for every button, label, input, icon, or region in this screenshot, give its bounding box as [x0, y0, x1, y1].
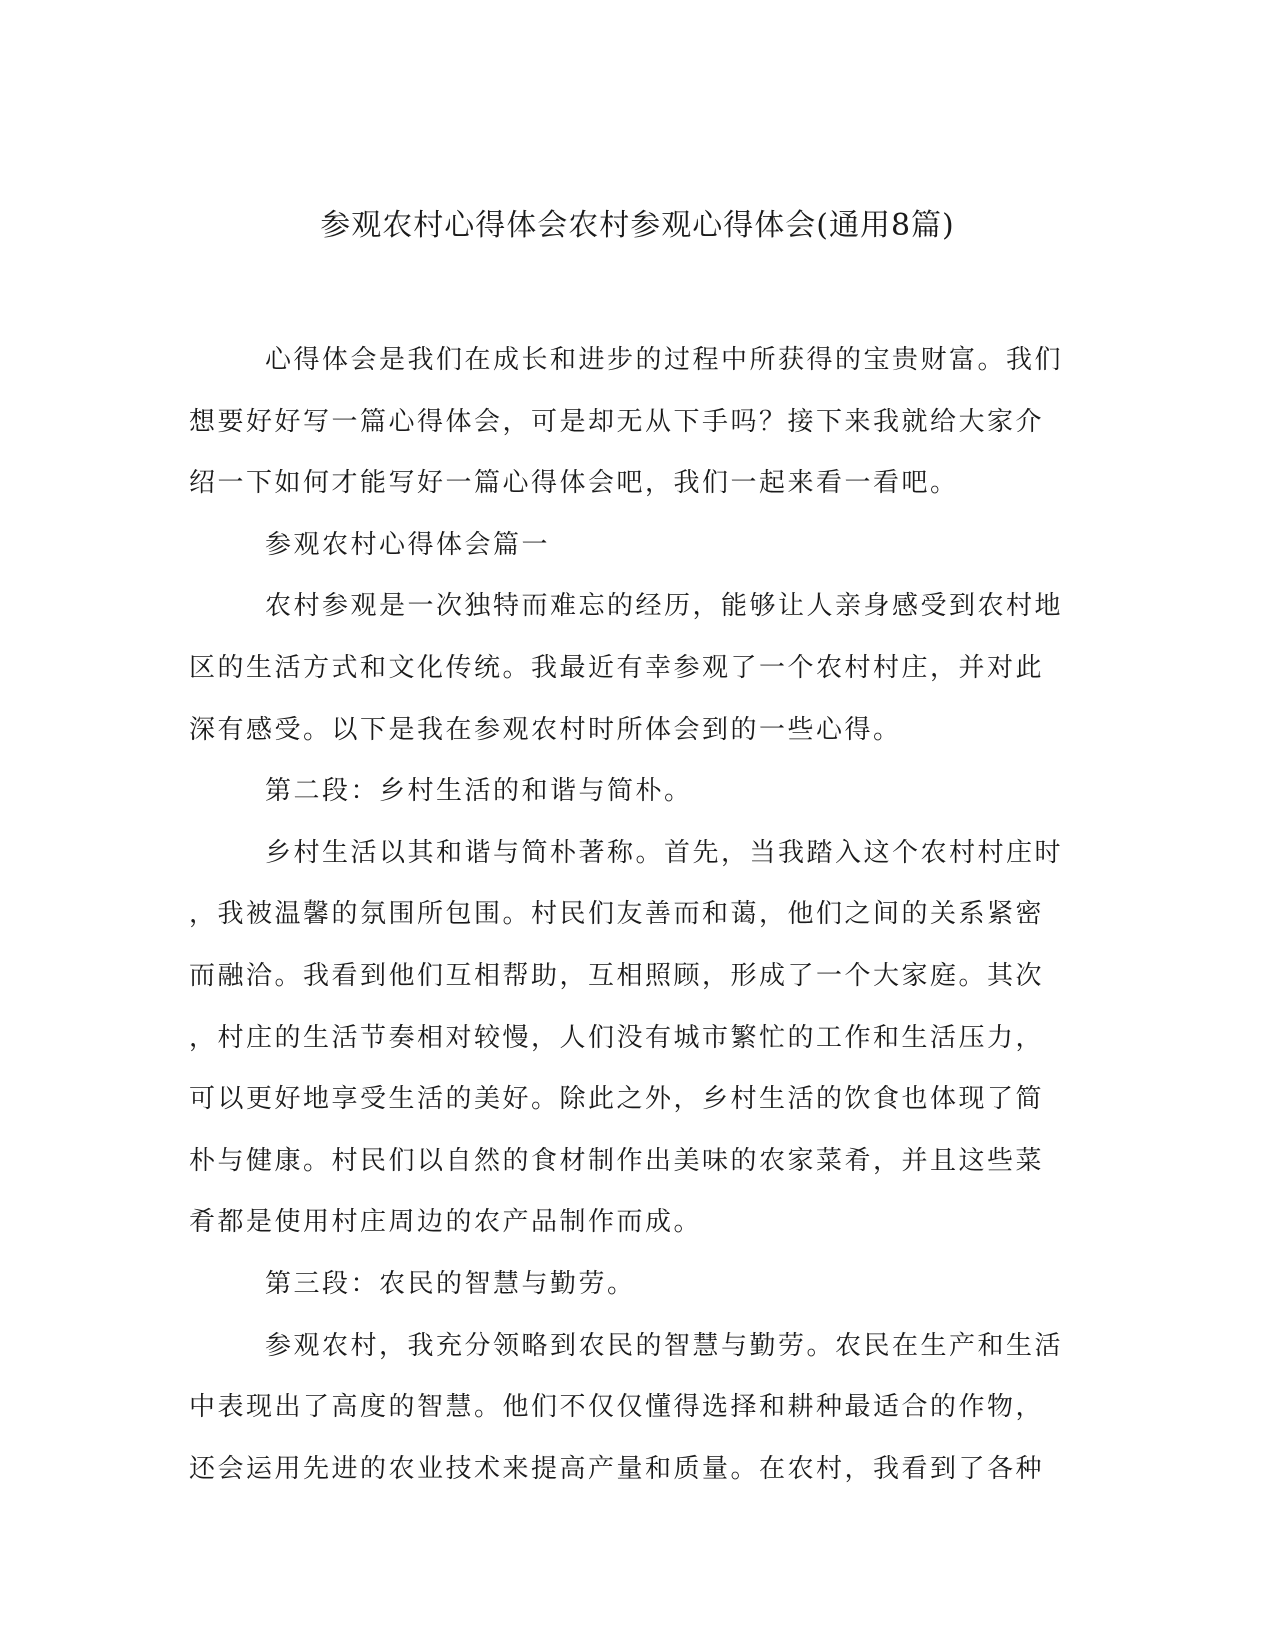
text-line: 第二段：乡村生活的和谐与简朴。 — [265, 776, 693, 807]
text-line: 还会运用先进的农业技术来提高产量和质量。在农村，我看到了各种 — [189, 1453, 1045, 1484]
section-heading-part-one — [189, 515, 1079, 577]
text-line: ，村庄的生活节奏相对较慢，人们没有城市繁忙的工作和生活压力， — [189, 1022, 1045, 1053]
paragraph-second — [189, 823, 1079, 1254]
text-line: 朴与健康。村民们以自然的食材制作出美味的农家菜肴，并且这些菜 — [189, 1145, 1045, 1176]
text-line: 可以更好地享受生活的美好。除此之外，乡村生活的饮食也体现了简 — [189, 1084, 1045, 1115]
section-heading-second — [189, 761, 1079, 823]
text-line: 区的生活方式和文化传统。我最近有幸参观了一个农村村庄，并对此 — [189, 652, 1045, 683]
text-line: 农村参观是一次独特而难忘的经历，能够让人亲身感受到农村地 — [265, 591, 1064, 622]
text-line: 肴都是使用村庄周边的农产品制作而成。 — [189, 1207, 703, 1238]
paragraph-intro — [189, 330, 1079, 515]
paragraph-part-one — [189, 576, 1079, 761]
text-line: 深有感受。以下是我在参观农村时所体会到的一些心得。 — [189, 714, 902, 745]
text-line: 参观农村，我充分领略到农民的智慧与勤劳。农民在生产和生活 — [265, 1330, 1064, 1361]
text-line: 绍一下如何才能写好一篇心得体会吧，我们一起来看一看吧。 — [189, 468, 959, 499]
section-heading-third — [189, 1254, 1079, 1316]
document-body — [189, 330, 1079, 1500]
text-line: 中表现出了高度的智慧。他们不仅仅懂得选择和耕种最适合的作物， — [189, 1392, 1045, 1423]
text-line: 参观农村心得体会篇一 — [265, 529, 551, 560]
paragraph-third — [189, 1316, 1079, 1501]
text-line: 心得体会是我们在成长和进步的过程中所获得的宝贵财富。我们 — [265, 345, 1064, 375]
text-line: 乡村生活以其和谐与简朴著称。首先，当我踏入这个农村村庄时 — [265, 837, 1064, 868]
text-line: ，我被温馨的氛围所包围。村民们友善而和蔼，他们之间的关系紧密 — [189, 899, 1045, 930]
text-line: 而融洽。我看到他们互相帮助，互相照顾，形成了一个大家庭。其次 — [189, 960, 1045, 991]
text-line: 第三段：农民的智慧与勤劳。 — [265, 1268, 636, 1299]
document-title: 参观农村心得体会农村参观心得体会(通用8篇) — [320, 208, 955, 243]
text-line: 想要好好写一篇心得体会，可是却无从下手吗？接下来我就给大家介 — [189, 406, 1045, 437]
